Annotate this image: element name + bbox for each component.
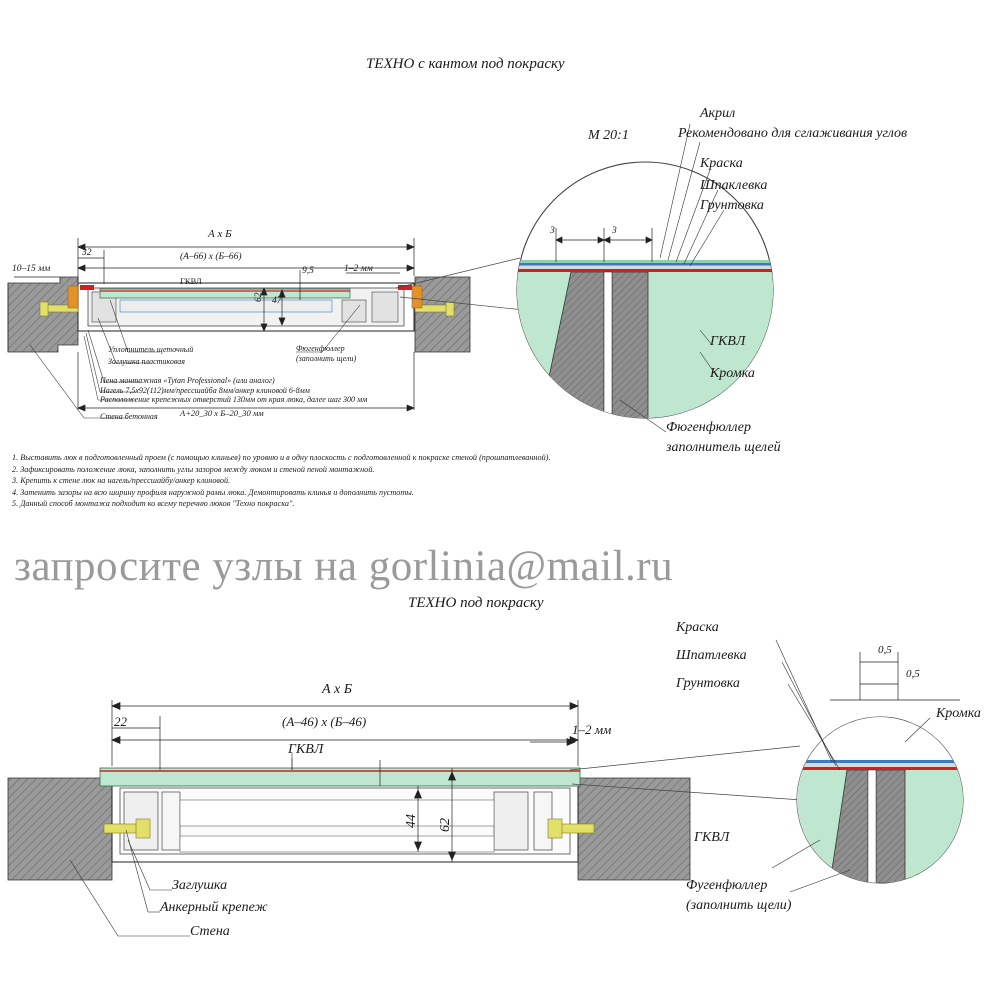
callout-concrete-wall: Стена бетонная [100, 412, 158, 421]
callout-fugenfuller-small-2: (заполнить щели) [296, 354, 357, 363]
callout-mounting-foam: Пена монтажная «Tytan Professional» (или аналог) [100, 376, 275, 385]
label-acryl: Акрил [700, 106, 736, 121]
callout-hole-spacing: Расположение крепежных отверстий 130мм от края люка, далее шаг 300 мм [100, 395, 368, 404]
dim-inner-bottom: (А–46) х (Б–46) [282, 714, 367, 729]
dim-inner-height-top: 47 [272, 296, 282, 306]
callout-brush-seal: Уплотнитель щеточный [108, 345, 194, 354]
installation-notes [12, 452, 672, 510]
dim-frame-height-top: 62 [254, 292, 264, 302]
label-putty-bottom: Шпатлевка [676, 648, 747, 663]
label-paint-bottom: Краска [676, 620, 719, 635]
bottom-section-drawing [8, 640, 963, 936]
dim-inner-height-bottom: 44 [404, 814, 419, 828]
label-fugenfuller-bottom: Фугенфюллер [686, 878, 768, 893]
label-edge-top: Кромка [710, 366, 755, 381]
note-3: 3. Крепить к стене люк на нагель/прессшайбу/анкер клиновой. [12, 476, 231, 486]
dim-right-gap-top: 1–2 мм [344, 264, 373, 274]
dim-bottom-top: А+20_30 х Б–20_30 мм [180, 408, 264, 418]
label-gkvl-detail-bottom: ГКВЛ [694, 830, 730, 845]
dim-overall-top: А х Б [208, 228, 232, 240]
watermark-text: запросите узлы на gorlinia@mail.ru [14, 543, 674, 590]
dim-right-gap-bottom: 1–2 мм [572, 722, 612, 737]
dim-wall-gap-top: 10–15 мм [12, 264, 51, 274]
top-drawing-title: ТЕХНО с кантом под покраску [366, 56, 565, 72]
dim-inner-top: (А–66) х (Б–66) [180, 252, 242, 262]
callout-fugenfuller-small: Фюгенфюллер [296, 344, 345, 353]
dim-panel-thickness: 9,5 [302, 266, 314, 276]
callout-plug-bottom: Заглушка [172, 878, 228, 893]
callout-wall-bottom: Стена [190, 924, 230, 939]
dim-frame-height-bottom: 62 [438, 818, 453, 832]
dim-overall-bottom: А х Б [322, 682, 353, 697]
label-primer-bottom: Грунтовка [676, 676, 740, 691]
note-4: 4. Затенить зазоры на всю ширину профиля наружной рамы люка. Демонтировать клинья и дополнить пустоты. [12, 487, 414, 497]
callout-anchor-bottom: Анкерный крепеж [160, 900, 268, 915]
dim-gkvl-inline: ГКВЛ [180, 276, 202, 286]
label-fugenfuller-top: Фюгенфюллер [666, 420, 751, 435]
label-gkvl-detail-top: ГКВЛ [710, 334, 746, 349]
callout-plastic-plug: Заглушка пластиковая [108, 357, 185, 366]
dim-detail-left-3: 3 [550, 226, 555, 236]
dim-left-offset-bottom: 22 [114, 714, 127, 729]
note-1: 1. Выставить люк в подготовленный проем (с помощью клиньев) по уровню и в одну плоскость с подготовленной к покраске стеной (прошпатлеванной). [12, 453, 551, 462]
scale-label: М 20:1 [588, 128, 629, 143]
callout-dowel: Нагель 7,5х92(112)мм/прессшайба 8мм/анкер клиновой 6-8мм [100, 386, 310, 395]
label-recommend-smoothing: Рекомендовано для сглаживания углов [678, 126, 908, 141]
dim-left-offset-top: 32 [82, 248, 92, 258]
dim-detail-bottom-05: 0,5 [906, 668, 920, 680]
dim-detail-top-05: 0,5 [878, 644, 892, 656]
note-2: 2. Зафиксировать положение люка, заполнить углы зазоров между люком и стеной пеной монтажной. [12, 464, 375, 474]
label-primer: Грунтовка [700, 198, 764, 213]
label-edge-bottom: Кромка [936, 706, 981, 721]
label-gkvl-bottom-main: ГКВЛ [288, 742, 324, 757]
bottom-drawing-title: ТЕХНО под покраску [408, 595, 544, 611]
label-fugenfuller-top-2: заполнитель щелей [666, 440, 781, 455]
label-putty: Шпаклевка [700, 178, 768, 193]
note-5: 5. Данный способ монтажа подходит ко всему перечню люков "Техно покраска". [12, 499, 295, 509]
dim-detail-right-3: 3 [612, 226, 617, 236]
label-fugenfuller-bottom-2: (заполнить щели) [686, 898, 792, 913]
label-paint: Краска [700, 156, 743, 171]
